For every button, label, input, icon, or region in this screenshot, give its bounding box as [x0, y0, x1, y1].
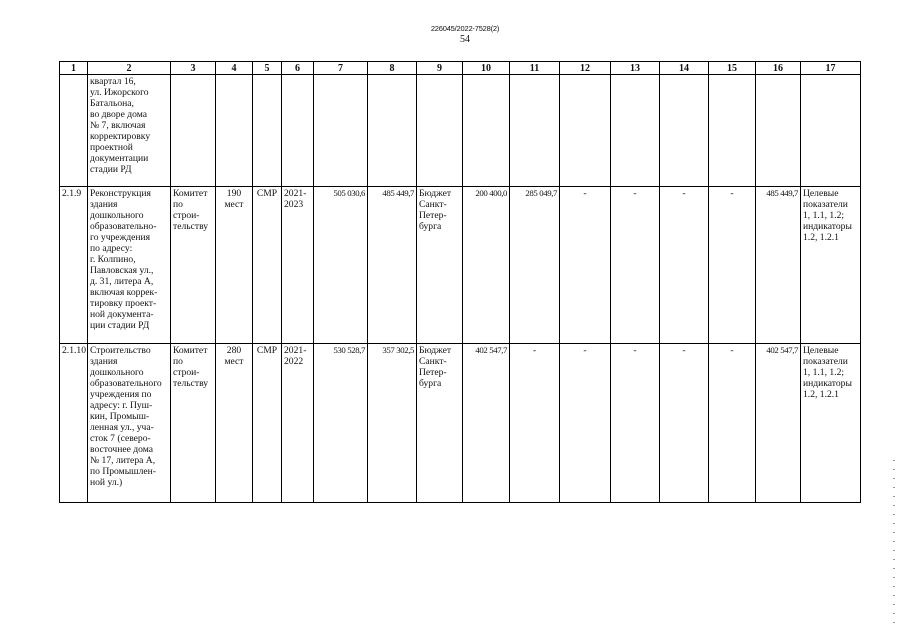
- cell-indicators: Целевые показатели 1, 1.1, 1.2; индикаторы 1.2, 1.2.1: [801, 187, 861, 344]
- cell-value: 285 049,7: [510, 187, 560, 344]
- cell-value: -: [510, 344, 560, 503]
- col-header: 9: [417, 62, 463, 75]
- table-row: [60, 187, 861, 344]
- cell-value: -: [709, 187, 756, 344]
- col-header: 17: [801, 62, 861, 75]
- cell-value: -: [709, 344, 756, 503]
- cell-value: -: [660, 187, 709, 344]
- col-header: 7: [314, 62, 368, 75]
- cell-value: -: [611, 187, 660, 344]
- cell-customer: Комитет по строи- тельству: [171, 344, 216, 503]
- col-header: 3: [171, 62, 216, 75]
- col-header: 5: [253, 62, 282, 75]
- cell-object-name: Реконструкция здания дошкольного образовательно- го учреждения по адресу: г. Колпино, Павловская ул., д. 31, литера А, включая коррек- тировку проект- ной документа- ции стадии РД: [88, 187, 171, 344]
- col-header: 16: [756, 62, 801, 75]
- cell-value: 505 030,6: [314, 187, 368, 344]
- page-number: 54: [460, 34, 470, 45]
- cell-years: 2021- 2023: [282, 187, 314, 344]
- cell-value: 402 547,7: [756, 344, 801, 503]
- cell-indicators: Целевые показатели 1, 1.1, 1.2; индикаторы 1.2, 1.2.1: [801, 344, 861, 503]
- cell-capacity: 280 мест: [216, 344, 253, 503]
- col-header: 8: [368, 62, 417, 75]
- cell-value: 402 547,7: [463, 344, 510, 503]
- cell-value: 357 302,5: [368, 344, 417, 503]
- cell-number: [60, 75, 88, 187]
- cell-value: [314, 75, 368, 187]
- cell-value: -: [660, 344, 709, 503]
- cell-number: 2.1.9: [60, 187, 88, 344]
- page-header: [415, 24, 515, 45]
- cell-value: -: [611, 344, 660, 503]
- cell-value: -: [560, 344, 611, 503]
- table-row: [60, 75, 861, 187]
- cell-value: 485 449,7: [756, 187, 801, 344]
- cell-source: Бюджет Санкт- Петер- бурга: [417, 187, 463, 344]
- cell-customer: Комитет по строи- тельству: [171, 187, 216, 344]
- col-header: 6: [282, 62, 314, 75]
- cell-object-name: квартал 16, ул. Ижорского Батальона, во дворе дома № 7, включая корректировку проектной документации стадии РД: [88, 75, 171, 187]
- cell-value: 200 400,0: [463, 187, 510, 344]
- cell-years: [282, 75, 314, 187]
- cell-value: [611, 75, 660, 187]
- cell-source: [417, 75, 463, 187]
- col-header: 10: [463, 62, 510, 75]
- cell-work-type: [253, 75, 282, 187]
- cell-work-type: СМР: [253, 344, 282, 503]
- data-table: [59, 61, 861, 503]
- col-header: 11: [510, 62, 560, 75]
- cell-value: -: [560, 187, 611, 344]
- cell-value: [510, 75, 560, 187]
- cell-source: Бюджет Санкт- Петер- бурга: [417, 344, 463, 503]
- cell-value: [368, 75, 417, 187]
- table-header-row: [60, 62, 861, 75]
- cell-value: [709, 75, 756, 187]
- cell-number: 2.1.10: [60, 344, 88, 503]
- cell-value: [463, 75, 510, 187]
- col-header: 15: [709, 62, 756, 75]
- col-header: 2: [88, 62, 171, 75]
- document-code: 226045/2022-7528(2): [430, 24, 500, 33]
- cell-value: [660, 75, 709, 187]
- cell-value: 485 449,7: [368, 187, 417, 344]
- cell-indicators: [801, 75, 861, 187]
- scan-edge-marks: [893, 460, 895, 630]
- cell-object-name: Строительство здания дошкольного образовательного учреждения по адресу: г. Пуш- кин, Промыш- ленная ул., уча- сток 7 (северо- восточнее дома № 17, литера А, по Промышлен- ной ул.): [88, 344, 171, 503]
- cell-value: [560, 75, 611, 187]
- cell-capacity: 190 мест: [216, 187, 253, 344]
- col-header: 4: [216, 62, 253, 75]
- col-header: 12: [560, 62, 611, 75]
- cell-years: 2021- 2022: [282, 344, 314, 503]
- cell-customer: [171, 75, 216, 187]
- col-header: 1: [60, 62, 88, 75]
- cell-work-type: СМР: [253, 187, 282, 344]
- col-header: 14: [660, 62, 709, 75]
- cell-value: [756, 75, 801, 187]
- col-header: 13: [611, 62, 660, 75]
- cell-value: 530 528,7: [314, 344, 368, 503]
- cell-capacity: [216, 75, 253, 187]
- table-row: [60, 344, 861, 503]
